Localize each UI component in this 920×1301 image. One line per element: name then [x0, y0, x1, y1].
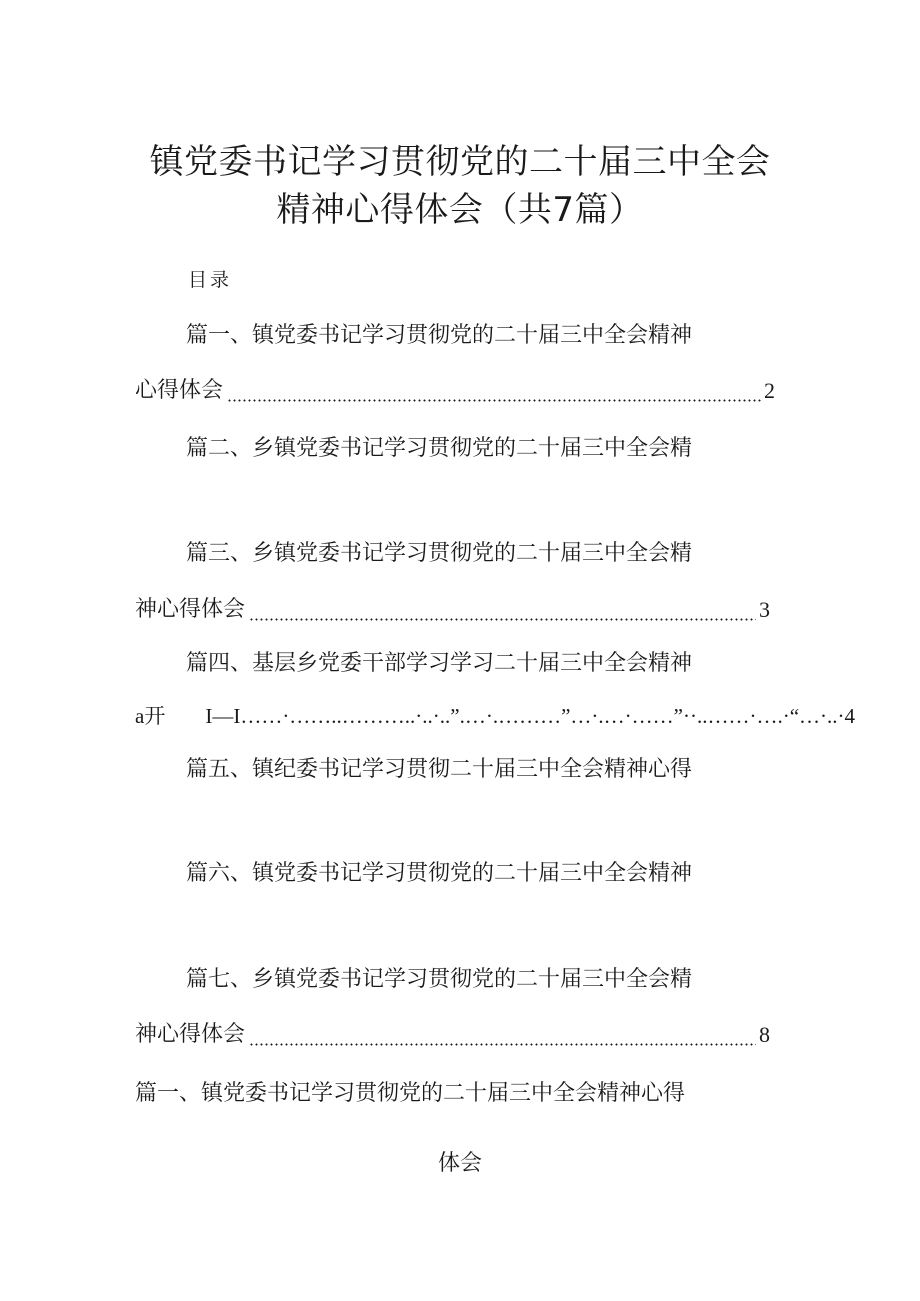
toc-leader-dots: [227, 377, 761, 405]
toc-entry-1-page: 2: [764, 378, 775, 403]
toc-entry-1-title-cont: 心得体会: [135, 378, 224, 403]
toc-leader-dots: [249, 1021, 756, 1049]
toc-entry-3-continuation: [135, 596, 770, 624]
toc-entry-7-page: 8: [759, 1022, 770, 1047]
section-heading-line-1: 篇一、镇党委书记学习贯彻党的二十届三中全会精神心得: [135, 1081, 686, 1106]
toc-entry-7-title: 篇七、乡镇党委书记学习贯彻党的二十届三中全会精: [186, 967, 693, 992]
toc-entry-5-title: 篇五、镇纪委书记学习贯彻二十届三中全会精神心得: [186, 757, 693, 782]
toc-entry-1-title: 篇一、镇党委书记学习贯彻党的二十届三中全会精神: [186, 323, 693, 348]
toc-entry-7-title-cont: 神心得体会: [135, 1022, 246, 1047]
toc-label: 目录: [188, 269, 233, 291]
section-heading-line-2: 体会: [437, 1151, 482, 1176]
toc-entry-3-page: 3: [759, 597, 770, 622]
toc-entry-7-continuation: [135, 1021, 770, 1049]
toc-entry-4-garbled-left: a开: [135, 704, 166, 728]
title-line-2: 精神心得体会（共7篇）: [276, 190, 644, 230]
toc-entry-4-page: 4: [844, 704, 856, 728]
toc-entry-4-title: 篇四、基层乡党委干部学习学习二十届三中全会精神: [186, 651, 693, 676]
toc-entry-1-continuation: [135, 377, 775, 405]
toc-entry-4-continuation: [135, 702, 856, 730]
toc-entry-3-title-cont: 神心得体会: [135, 597, 246, 622]
toc-entry-4-garbled-dots: I—I……·……..………..·..·..”.…·.………”…·.…·……”··..……·….·“…·..·: [205, 704, 845, 728]
toc-entry-6-title: 篇六、镇党委书记学习贯彻党的二十届三中全会精神: [186, 861, 693, 886]
title-line-1: 镇党委书记学习贯彻党的二十届三中全会: [149, 142, 771, 182]
toc-entry-3-title: 篇三、乡镇党委书记学习贯彻党的二十届三中全会精: [186, 541, 693, 566]
toc-entry-2-title: 篇二、乡镇党委书记学习贯彻党的二十届三中全会精: [186, 436, 693, 461]
toc-leader-dots: [249, 596, 756, 624]
